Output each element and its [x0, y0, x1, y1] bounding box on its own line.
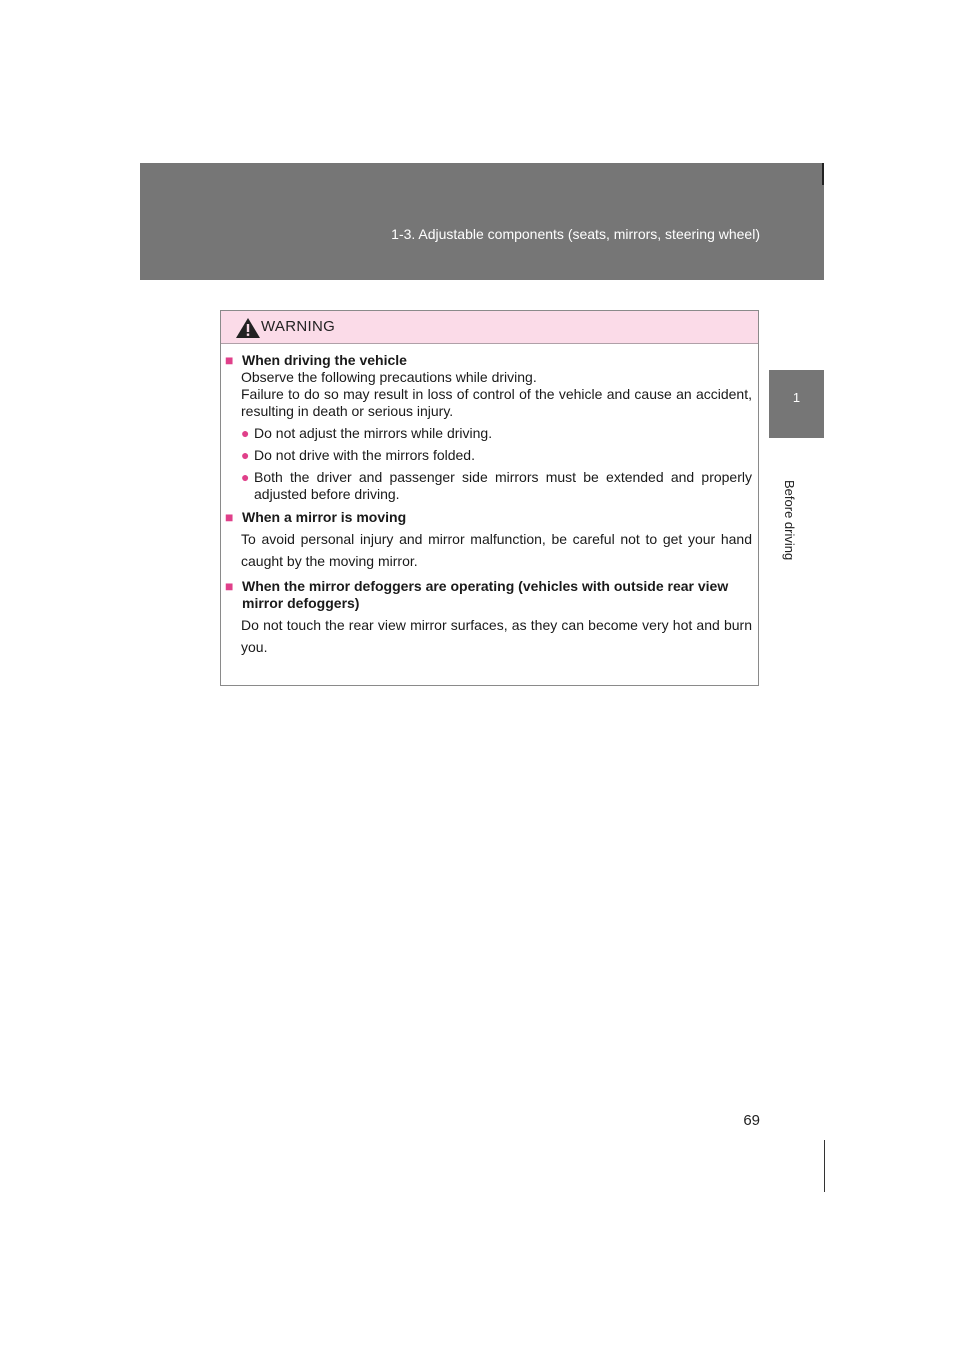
list-item-text: Both the driver and passenger side mirrors must be extended and properly adjusted before driving. — [254, 469, 752, 502]
list-item — [225, 447, 752, 464]
warning-section — [225, 509, 752, 572]
warning-box — [220, 310, 759, 686]
chapter-tab-number: 1 — [792, 390, 801, 405]
section-heading — [225, 578, 752, 612]
square-bullet-icon: ■ — [225, 352, 234, 368]
section-heading — [225, 509, 752, 526]
chapter-section-title: 1-3. Adjustable components (seats, mirrors, steering wheel) — [391, 226, 760, 242]
crop-mark — [824, 1140, 825, 1192]
warning-title: WARNING — [261, 318, 336, 335]
warning-section — [225, 578, 752, 658]
circle-bullet-icon: ● — [241, 425, 250, 441]
square-bullet-icon: ■ — [225, 509, 234, 525]
list-item — [225, 425, 752, 442]
section-text: To avoid personal injury and mirror malfunction, be careful not to get your hand caught by the moving mirror. — [241, 531, 752, 569]
list-item-text: Do not adjust the mirrors while driving. — [254, 425, 493, 441]
page-number: 69 — [743, 1112, 760, 1129]
circle-bullet-icon: ● — [241, 469, 250, 485]
chapter-tab — [769, 370, 824, 438]
warning-triangle-icon — [235, 317, 261, 339]
section-heading — [225, 352, 752, 369]
section-heading-text: When driving the vehicle — [242, 352, 407, 368]
list-item-text: Do not drive with the mirrors folded. — [254, 447, 475, 463]
square-bullet-icon: ■ — [225, 578, 234, 594]
circle-bullet-icon: ● — [241, 447, 250, 463]
warning-header — [221, 311, 758, 344]
section-text: Observe the following precautions while driving. — [241, 369, 537, 385]
list-item — [225, 469, 752, 503]
section-text: Do not touch the rear view mirror surfaces, as they can become very hot and burn you. — [241, 617, 752, 655]
crop-mark — [822, 163, 824, 185]
section-heading-text: When the mirror defoggers are operating (vehicles with outside rear view mirror defoggers) — [242, 578, 729, 611]
section-text: Failure to do so may result in loss of control of the vehicle and cause an accident, resulting in death or serious injury. — [241, 386, 752, 419]
chapter-tab-label: Before driving — [782, 480, 797, 561]
chapter-header-band — [140, 163, 824, 280]
warning-body — [221, 344, 758, 658]
warning-section — [225, 352, 752, 503]
section-heading-text: When a mirror is moving — [242, 509, 407, 525]
